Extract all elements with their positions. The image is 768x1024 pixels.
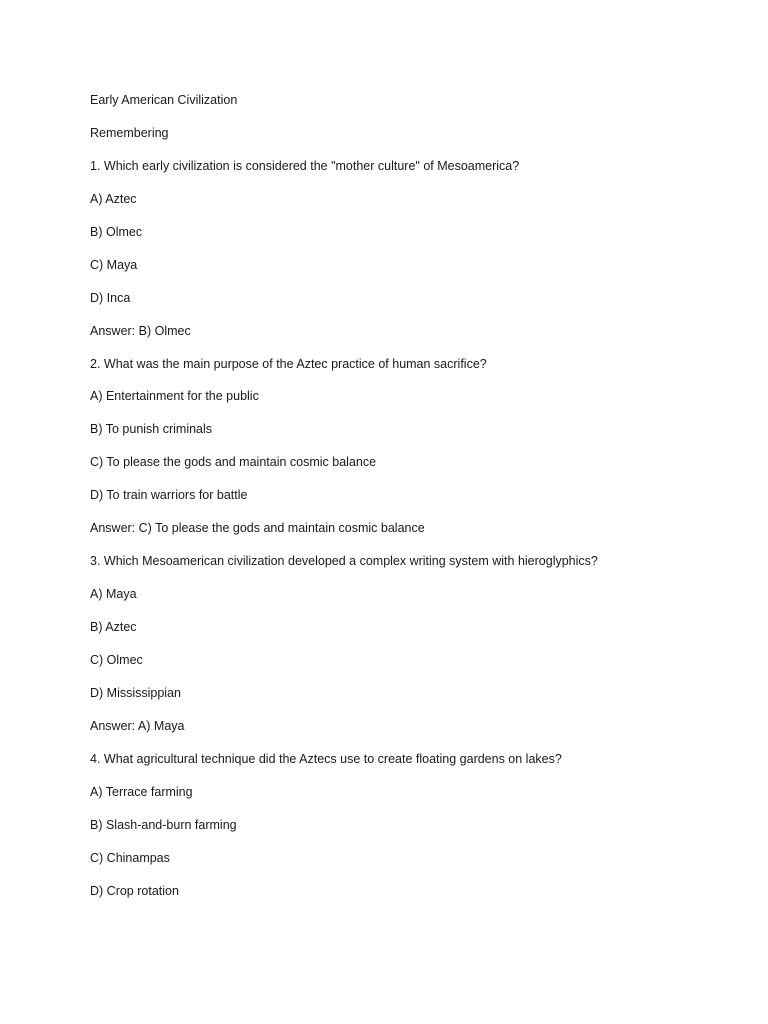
- question-text: 1. Which early civilization is considered the "mother culture" of Mesoamerica?: [90, 158, 520, 173]
- answer-option: A) Terrace farming: [90, 784, 193, 799]
- answer-option: D) Crop rotation: [90, 883, 179, 898]
- answer-option: B) Aztec: [90, 620, 137, 634]
- question-text: 4. What agricultural technique did the Aztecs use to create floating gardens on lakes?: [90, 751, 562, 766]
- answer-option: C) Maya: [90, 257, 138, 272]
- correct-answer: Answer: C) To please the gods and maintain cosmic balance: [90, 521, 425, 536]
- correct-answer: Answer: B) Olmec: [90, 323, 191, 338]
- answer-option: C) Olmec: [90, 652, 143, 667]
- answer-option: A) Entertainment for the public: [90, 389, 259, 404]
- document-page: [90, 92, 730, 915]
- answer-option: B) Slash-and-burn farming: [90, 817, 237, 832]
- answer-option: B) To punish criminals: [90, 422, 213, 437]
- question-text: 2. What was the main purpose of the Aztec practice of human sacrifice?: [90, 356, 487, 371]
- answer-option: C) Chinampas: [90, 850, 170, 865]
- answer-option: D) Mississippian: [90, 685, 181, 700]
- section-heading: Remembering: [90, 125, 169, 140]
- answer-option: A) Maya: [90, 587, 137, 602]
- document-title: Early American Civilization: [90, 93, 238, 107]
- answer-option: D) To train warriors for battle: [90, 488, 248, 503]
- answer-option: C) To please the gods and maintain cosmic balance: [90, 455, 377, 470]
- question-text: 3. Which Mesoamerican civilization developed a complex writing system with hieroglyphics?: [90, 554, 598, 569]
- correct-answer: Answer: A) Maya: [90, 718, 185, 733]
- answer-option: B) Olmec: [90, 224, 143, 239]
- answer-option: A) Aztec: [90, 191, 137, 206]
- answer-option: D) Inca: [90, 290, 131, 305]
